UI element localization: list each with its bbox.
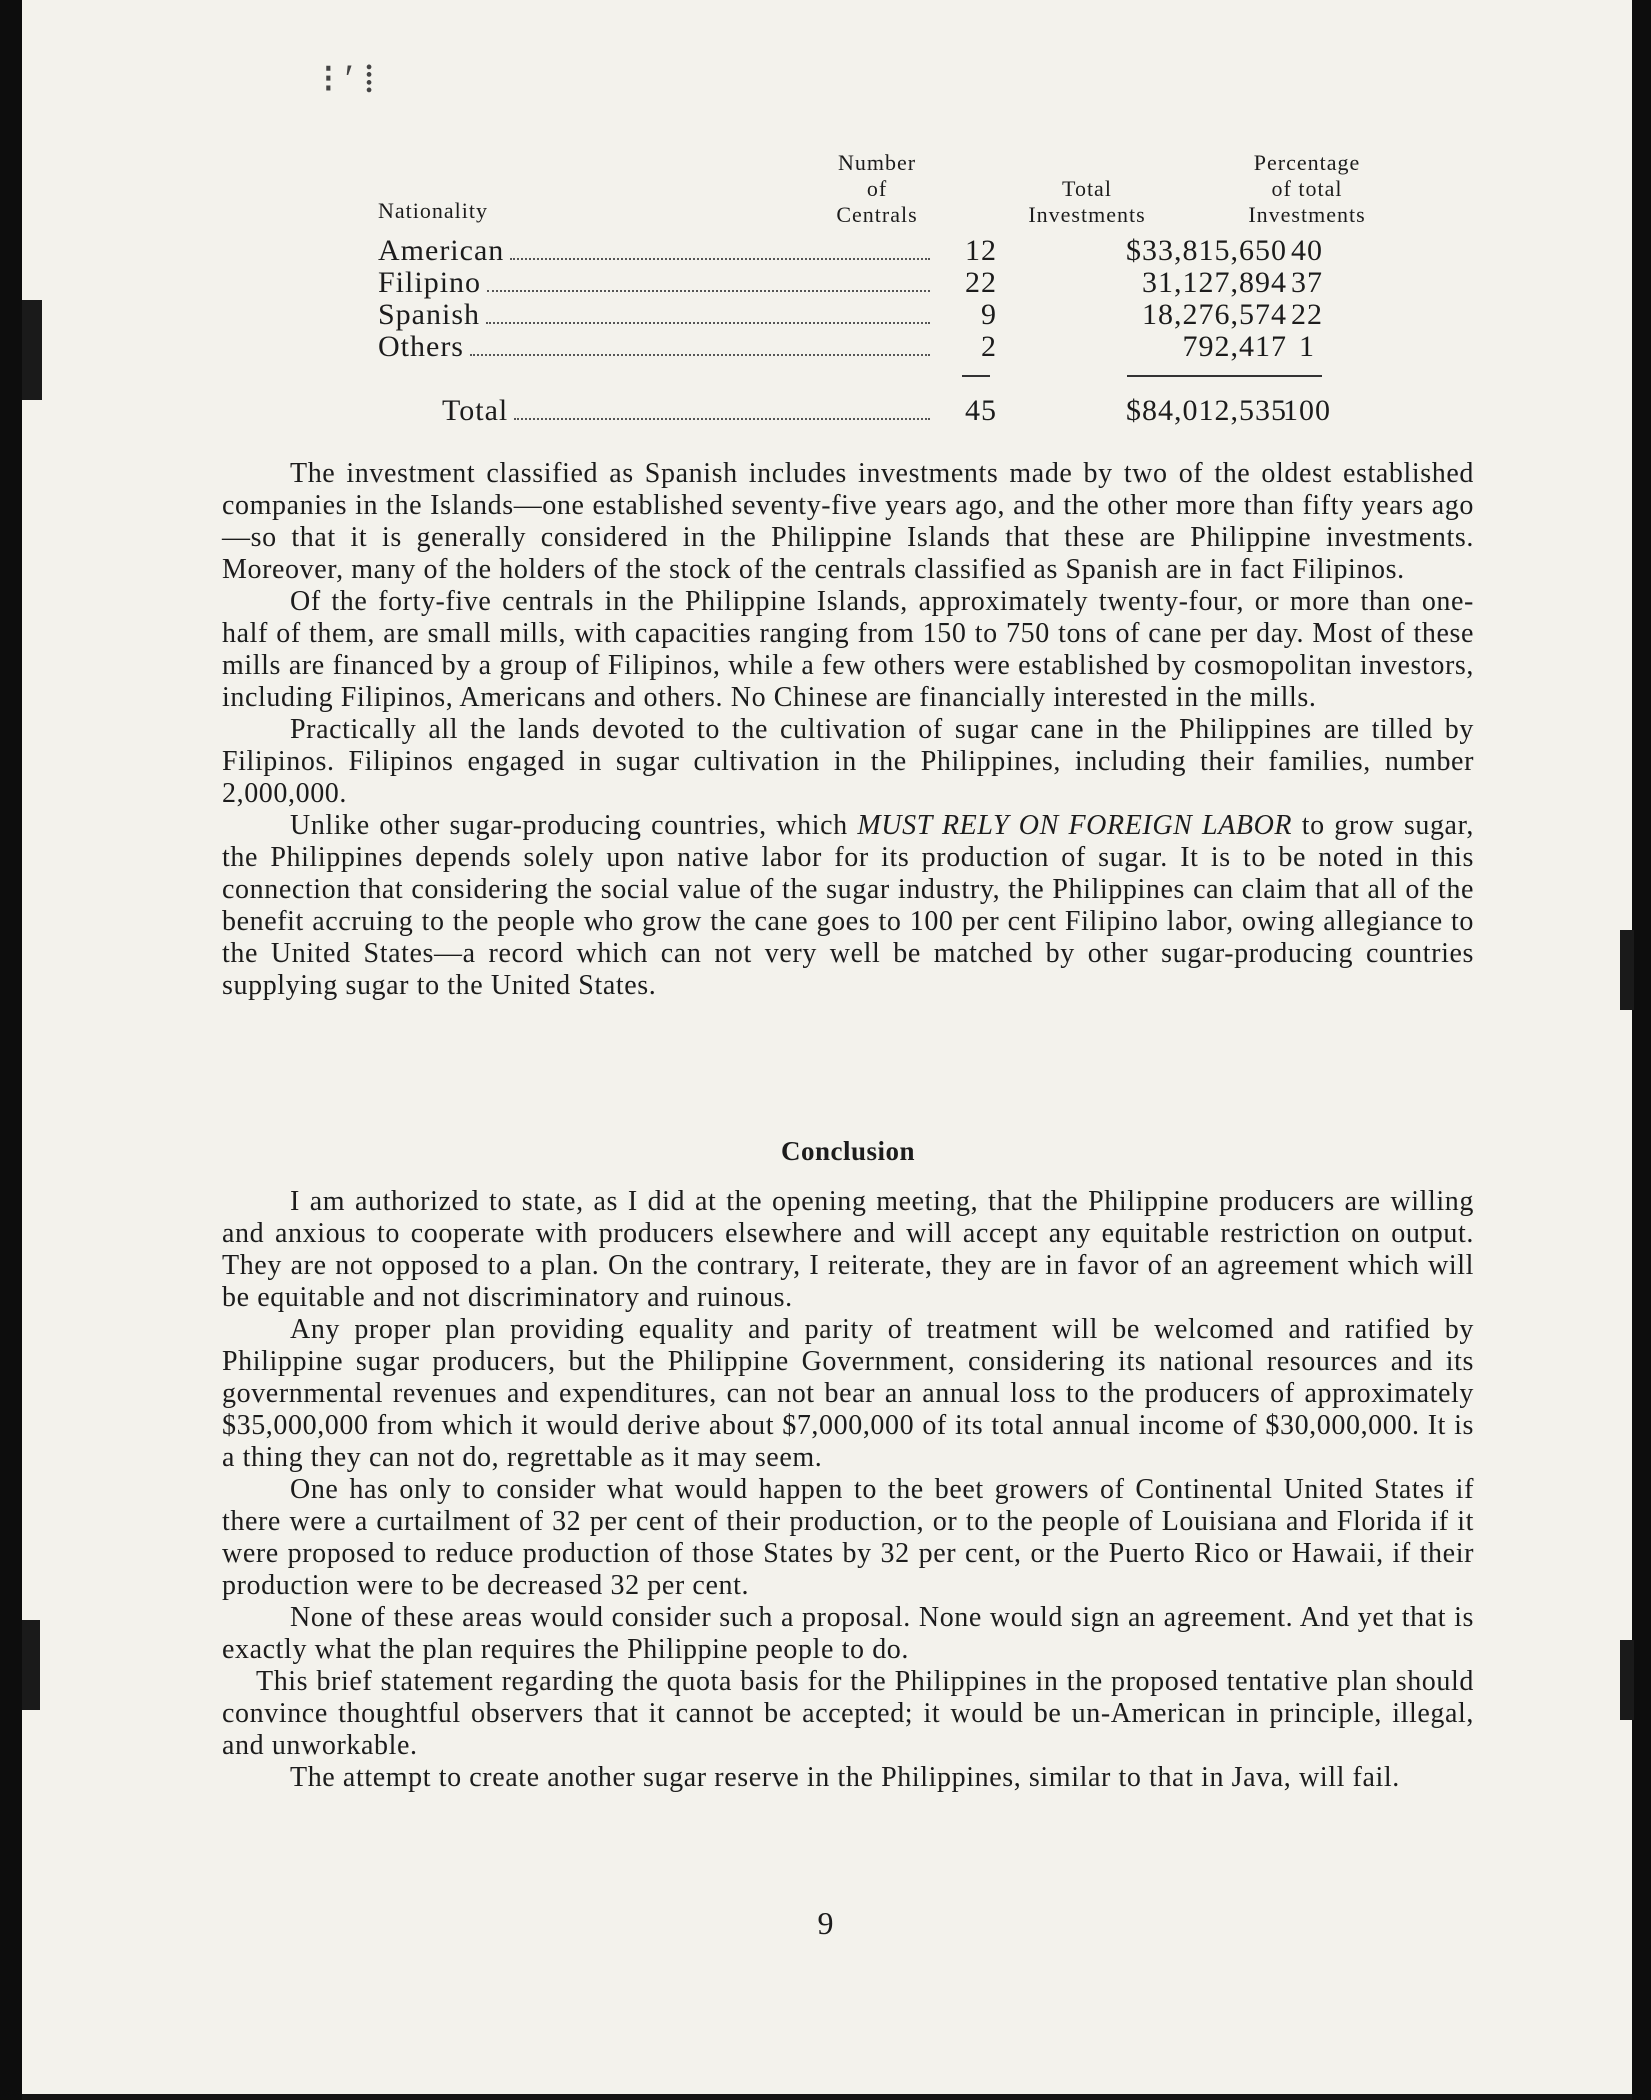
- investments-cell: $33,815,650: [1126, 234, 1287, 267]
- paragraph: Any proper plan providing equality and parity of treatment will be welcomed and ratified by Philippine sugar producers, but the Philippine Government, considering its national resources and its governmental revenues and expenditures, can not bear an annual loss to the producers of approximately $35,000,000 from which it would derive about $7,000,000 of its total annual income of $30,000,000. It is a thing they can not do, regrettable as it may seem.: [222, 1314, 1474, 1473]
- percentage-cell: 40: [1291, 234, 1323, 267]
- binding-mark: [1620, 1640, 1634, 1720]
- emphasis-text: MUST RELY ON FOREIGN LABOR: [857, 810, 1293, 841]
- nationality-cell: Filipino: [378, 266, 482, 299]
- table-row: [352, 298, 1322, 330]
- table-total-row: [352, 394, 1331, 427]
- paragraph: This brief statement regarding the quota basis for the Philippines in the proposed tentative plan should convince thoughtful observers that it cannot be accepted; it would be un-American in principle, illegal, and unworkable.: [222, 1666, 1474, 1761]
- investments-cell: 18,276,574: [1142, 298, 1287, 331]
- centrals-cell: 22: [965, 266, 997, 299]
- page-number: 9: [817, 1905, 834, 1941]
- scan-right-edge: [1632, 0, 1651, 2100]
- paragraph: One has only to consider what would happen to the beet growers of Continental United States if there were a curtailment of 32 per cent of their production, or to the people of Louisiana and Florida if it were proposed to reduce production of those States by 32 per cent, or the Puerto Rico or Hawaii, if their production were to be decreased 32 per cent.: [222, 1474, 1474, 1601]
- investments-cell: 792,417: [1182, 330, 1287, 363]
- conclusion-text: [222, 1186, 1474, 1794]
- total-percentage: 100: [1283, 394, 1331, 427]
- binding-mark: [1620, 930, 1634, 1010]
- total-centrals: 45: [965, 394, 997, 427]
- paragraph: Of the forty-five centrals in the Philippine Islands, approximately twenty-four, or more than one-half of them, are small mills, with capacities ranging from 150 to 750 tons of cane per day. Most of these mills are financed by a group of Filipinos, while a few others were established by cosmopolitan investors, including Filipinos, Americans and others. No Chinese are financially interested in the mills.: [222, 586, 1474, 713]
- nationality-cell: American: [378, 234, 505, 267]
- body-text: [222, 458, 1474, 1002]
- nationality-cell: Spanish: [378, 298, 481, 331]
- centrals-cell: 2: [981, 330, 997, 363]
- ink-smudge-marks: ⁝ ʹ ⁞: [322, 56, 375, 101]
- paragraph: Unlike other sugar-producing countries, which MUST RELY ON FOREIGN LABOR to grow sugar, the Philippines depends solely upon native labor for its production of sugar. It is to be noted in this connection that considering the social value of the sugar industry, the Philippines can claim that all of the benefit accruing to the people who grow the cane goes to 100 per cent Filipino labor, owing allegiance to the United States—a record which can not very well be matched by other sugar-producing countries supplying sugar to the United States.: [222, 810, 1474, 1001]
- header-centrals: Number of Centrals: [836, 150, 918, 227]
- total-investments: $84,012,535: [1126, 394, 1287, 427]
- paragraph: I am authorized to state, as I did at the opening meeting, that the Philippine producers are willing and anxious to cooperate with producers elsewhere and will accept any equitable restriction on output. They are not opposed to a plan. On the contrary, I reiterate, they are in favor of an agreement which will be equitable and not discriminatory and ruinous.: [222, 1186, 1474, 1313]
- paragraph: Practically all the lands devoted to the cultivation of sugar cane in the Philippines are tilled by Filipinos. Filipinos engaged in sugar cultivation in the Philippines, including their families, number 2,000,000.: [222, 714, 1474, 809]
- binding-mark: [22, 1620, 40, 1710]
- centrals-cell: 9: [981, 298, 997, 331]
- header-investments: Total Investments: [1028, 176, 1146, 227]
- centrals-sum-rule: [962, 375, 990, 377]
- paragraph: None of these areas would consider such a proposal. None would sign an agreement. And yet that is exactly what the plan requires the Philippine people to do.: [222, 1602, 1474, 1665]
- paragraph: The attempt to create another sugar reserve in the Philippines, similar to that in Java, will fail.: [290, 1762, 1400, 1793]
- header-nationality: Nationality: [378, 198, 488, 223]
- percentage-sum-rule: [1262, 375, 1322, 377]
- nationality-cell: Others: [378, 330, 464, 363]
- table-row: [352, 234, 1322, 266]
- total-label: Total: [442, 394, 509, 427]
- percentage-cell: 1: [1299, 330, 1315, 363]
- centrals-cell: 12: [965, 234, 997, 267]
- binding-mark: [22, 300, 42, 400]
- document-page: [22, 0, 1632, 2094]
- percentage-cell: 37: [1291, 266, 1323, 299]
- scan-left-edge: [0, 0, 22, 2100]
- investments-cell: 31,127,894: [1142, 266, 1287, 299]
- paragraph: The investment classified as Spanish includes investments made by two of the oldest established companies in the Islands—one established seventy-five years ago, and the other more than fifty years ago—so that it is generally considered in the Philippine Islands that these are Philippine investments. Moreover, many of the holders of the stock of the centrals classified as Spanish are in fact Filipinos.: [222, 458, 1474, 585]
- header-percentage: Percentage of total Investments: [1248, 150, 1366, 227]
- table-row: [352, 266, 1322, 298]
- percentage-cell: 22: [1291, 298, 1323, 331]
- table-row: [352, 330, 1322, 362]
- conclusion-heading: Conclusion: [780, 1136, 916, 1166]
